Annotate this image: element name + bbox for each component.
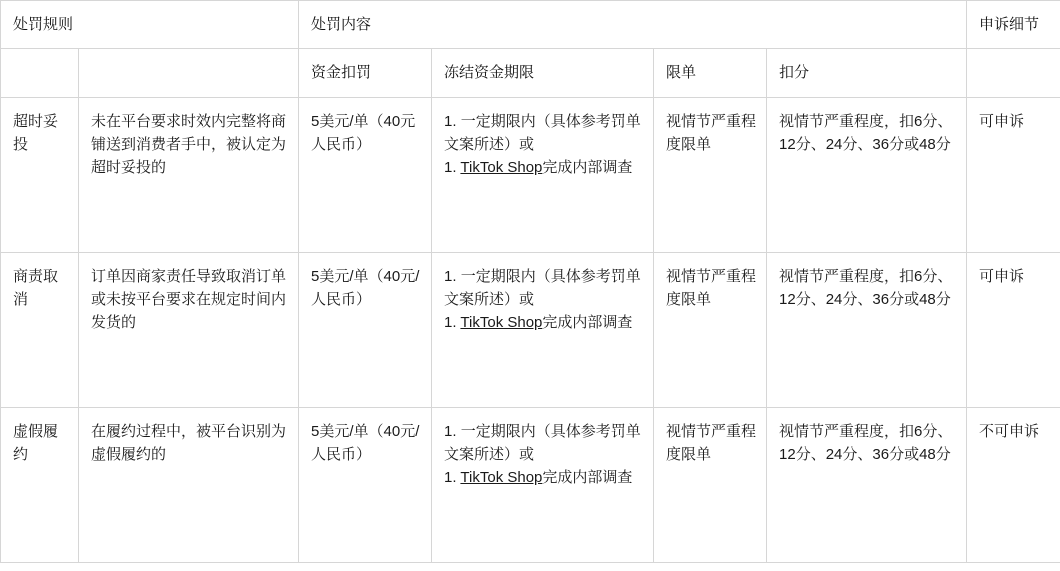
cell-points-deduction: 视情节严重程度，扣6分、12分、24分、36分或48分 <box>767 407 967 562</box>
tiktok-shop-link[interactable]: TikTok Shop <box>460 159 543 176</box>
cell-rule-desc: 在履约过程中，被平台识别为虚假履约的 <box>79 407 299 562</box>
freeze-option-2-prefix: 1. <box>444 314 461 331</box>
freeze-option-2 <box>444 311 643 334</box>
cell-order-limit: 视情节严重程度限单 <box>654 407 767 562</box>
cell-rule-name: 超时妥投 <box>1 97 79 252</box>
cell-freeze-period <box>432 97 654 252</box>
header-appeal: 申诉细节 <box>967 1 1060 49</box>
cell-rule-desc: 订单因商家责任导致取消订单或未按平台要求在规定时间内发货的 <box>79 252 299 407</box>
header-sub-limit: 限单 <box>654 49 767 97</box>
cell-freeze-period <box>432 252 654 407</box>
cell-points-deduction: 视情节严重程度，扣6分、12分、24分、36分或48分 <box>767 97 967 252</box>
cell-fund-penalty: 5美元/单（40元/人民币） <box>299 407 432 562</box>
tiktok-shop-link[interactable]: TikTok Shop <box>460 469 543 486</box>
cell-fund-penalty: 5美元/单（40元/人民币） <box>299 252 432 407</box>
table-body <box>1 97 1060 562</box>
cell-appeal-detail: 不可申诉 <box>967 407 1060 562</box>
header-sub-appeal <box>967 49 1060 97</box>
cell-rule-name: 商责取消 <box>1 252 79 407</box>
freeze-option-2-suffix: 完成内部调查 <box>542 159 633 176</box>
freeze-option-2-prefix: 1. <box>444 469 461 486</box>
cell-fund-penalty: 5美元/单（40元人民币） <box>299 97 432 252</box>
cell-points-deduction: 视情节严重程度，扣6分、12分、24分、36分或48分 <box>767 252 967 407</box>
cell-rule-desc: 未在平台要求时效内完整将商铺送到消费者手中，被认定为超时妥投的 <box>79 97 299 252</box>
header-sub-freeze: 冻结资金期限 <box>432 49 654 97</box>
header-sub-fund: 资金扣罚 <box>299 49 432 97</box>
freeze-option-2-suffix: 完成内部调查 <box>542 314 633 331</box>
cell-appeal-detail: 可申诉 <box>967 97 1060 252</box>
freeze-option-1: 1. 一定期限内（具体参考罚单文案所述）或 <box>444 112 641 153</box>
header-row-sub <box>1 49 1060 97</box>
freeze-option-2 <box>444 466 643 489</box>
freeze-option-2 <box>444 156 643 179</box>
header-sub-points: 扣分 <box>767 49 967 97</box>
freeze-option-1: 1. 一定期限内（具体参考罚单文案所述）或 <box>444 267 641 308</box>
table-header <box>1 1 1060 98</box>
header-rule: 处罚规则 <box>1 1 299 49</box>
cell-appeal-detail: 可申诉 <box>967 252 1060 407</box>
freeze-option-2-prefix: 1. <box>444 159 461 176</box>
cell-order-limit: 视情节严重程度限单 <box>654 252 767 407</box>
cell-order-limit: 视情节严重程度限单 <box>654 97 767 252</box>
header-sub-rule-desc <box>79 49 299 97</box>
cell-freeze-period <box>432 407 654 562</box>
freeze-option-2-suffix: 完成内部调查 <box>542 469 633 486</box>
header-sub-rule-name <box>1 49 79 97</box>
header-row-top <box>1 1 1060 49</box>
table-row <box>1 407 1060 562</box>
freeze-option-1: 1. 一定期限内（具体参考罚单文案所述）或 <box>444 422 641 463</box>
header-penalty-content: 处罚内容 <box>299 1 967 49</box>
cell-rule-name: 虚假履约 <box>1 407 79 562</box>
table-row <box>1 252 1060 407</box>
table-row <box>1 97 1060 252</box>
tiktok-shop-link[interactable]: TikTok Shop <box>460 314 543 331</box>
